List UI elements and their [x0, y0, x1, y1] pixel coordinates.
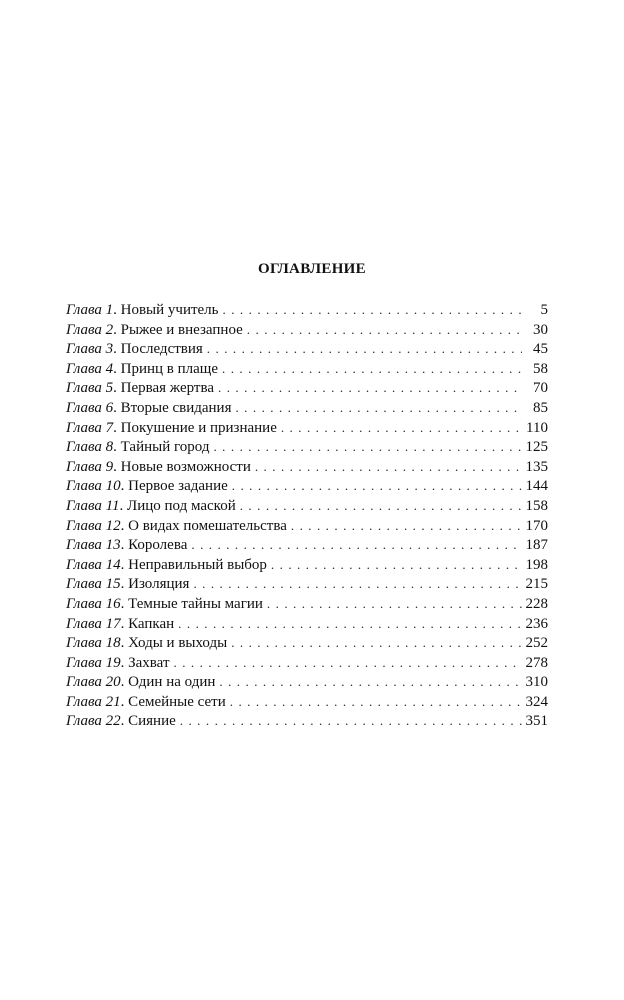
chapter-label-period: . — [113, 439, 121, 456]
chapter-label: Глава 9 — [66, 458, 114, 475]
dot-leader — [213, 437, 521, 457]
dot-leader — [255, 457, 522, 477]
chapter-label: Глава 22 — [66, 713, 121, 730]
toc-entry-text — [66, 419, 281, 439]
toc-entry-text — [66, 673, 219, 693]
toc-entry-text — [66, 575, 193, 595]
toc-entry — [66, 594, 548, 614]
chapter-label-period: . — [120, 713, 129, 730]
chapter-label: Глава 15 — [66, 576, 121, 593]
chapter-label: Глава 20 — [66, 674, 121, 691]
chapter-label: Глава 16 — [66, 595, 121, 612]
chapter-title: Семейные сети — [128, 693, 226, 710]
dot-leader — [281, 418, 522, 438]
page-number: 310 — [525, 674, 548, 691]
page-number: 198 — [525, 556, 548, 573]
chapter-title: Первая жертва — [120, 380, 215, 397]
page-number: 236 — [525, 615, 548, 632]
toc-entry — [66, 672, 548, 692]
dot-leader — [223, 300, 522, 320]
chapter-label-period: . — [113, 341, 121, 358]
dot-leader — [267, 594, 522, 614]
toc-entry — [66, 378, 548, 398]
page-number: 70 — [533, 380, 548, 397]
chapter-title: Захват — [128, 654, 170, 671]
chapter-label: Глава 19 — [66, 654, 121, 671]
chapter-label-period: . — [113, 360, 121, 377]
dot-leader — [231, 633, 521, 653]
toc-entry — [66, 614, 548, 634]
toc-entry-text — [66, 693, 230, 713]
page-number: 125 — [525, 439, 548, 456]
toc-entry-text — [66, 556, 271, 576]
chapter-label-period: . — [113, 380, 121, 397]
page-number: 187 — [525, 537, 548, 554]
chapter-label-period: . — [120, 556, 129, 573]
toc-entry-text — [66, 301, 223, 321]
toc-entry — [66, 555, 548, 575]
toc-entry — [66, 574, 548, 594]
chapter-title: Королева — [128, 537, 188, 554]
chapter-title: Капкан — [128, 615, 175, 632]
chapter-label-period: . — [120, 635, 129, 652]
toc-entry — [66, 496, 548, 516]
chapter-label: Глава 14 — [66, 556, 121, 573]
chapter-title: Новый учитель — [120, 302, 219, 318]
page-number: 110 — [526, 419, 548, 436]
chapter-label: Глава 3 — [66, 341, 114, 358]
chapter-label: Глава 11 — [66, 497, 120, 514]
toc-entry-text — [66, 615, 178, 635]
chapter-label: Глава 5 — [66, 380, 114, 397]
toc-entry — [66, 339, 548, 359]
dot-leader — [230, 692, 522, 712]
page-number: 351 — [525, 713, 548, 730]
chapter-label-period: . — [120, 654, 129, 671]
dot-leader — [207, 339, 522, 359]
toc-entry-text — [66, 654, 174, 674]
toc-entry — [66, 457, 548, 477]
chapter-title: Темные тайны магии — [128, 595, 263, 612]
toc-entry-text — [66, 438, 213, 458]
toc-entry — [66, 359, 548, 379]
dot-leader — [191, 535, 521, 555]
chapter-title: Новые возможности — [120, 458, 251, 475]
chapter-title: Ходы и выходы — [128, 635, 228, 652]
dot-leader — [178, 614, 521, 634]
dot-leader — [193, 574, 521, 594]
chapter-title: Принц в плаще — [120, 360, 219, 377]
toc-entry — [66, 437, 548, 457]
chapter-label: Глава 2 — [66, 321, 114, 338]
chapter-label: Глава 12 — [66, 517, 121, 534]
chapter-label-period: . — [120, 693, 129, 710]
chapter-label: Глава 8 — [66, 439, 114, 456]
chapter-label: Глава 7 — [66, 419, 114, 436]
chapter-label: Глава 1 — [66, 302, 114, 318]
page-number: 170 — [525, 517, 548, 534]
toc-entry-text — [66, 321, 247, 341]
page-number: 228 — [525, 595, 548, 612]
chapter-title: О видах помешательства — [128, 517, 287, 534]
chapter-title: Лицо под маской — [127, 497, 236, 514]
page-number: 58 — [533, 360, 548, 377]
chapter-label: Глава 6 — [66, 399, 114, 416]
toc-entry-text — [66, 477, 232, 497]
chapter-label-period: . — [120, 537, 129, 554]
chapter-label: Глава 18 — [66, 635, 121, 652]
chapter-label-period: . — [120, 674, 129, 691]
dot-leader — [174, 653, 522, 673]
toc-entry-text — [66, 497, 240, 517]
dot-leader — [291, 516, 522, 536]
chapter-label-period: . — [113, 458, 121, 475]
toc-entry — [66, 633, 548, 653]
toc-entry — [66, 535, 548, 555]
toc-entry — [66, 711, 548, 731]
toc-entry — [66, 300, 548, 320]
toc-entry — [66, 476, 548, 496]
chapter-label-period: . — [113, 419, 121, 436]
chapter-label-period: . — [120, 615, 129, 632]
page-number: 135 — [525, 458, 548, 475]
toc-entry-text — [66, 536, 191, 556]
toc-entry-text — [66, 360, 222, 380]
toc-entry — [66, 692, 548, 712]
toc-list — [66, 300, 548, 731]
chapter-label-period: . — [120, 517, 129, 534]
chapter-label: Глава 4 — [66, 360, 114, 377]
page-number: 85 — [533, 399, 548, 416]
toc-entry — [66, 653, 548, 673]
chapter-label-period: . — [113, 302, 121, 318]
dot-leader — [219, 672, 521, 692]
toc-entry-text — [66, 340, 207, 360]
chapter-title: Первое задание — [128, 478, 228, 495]
toc-entry-text — [66, 399, 235, 419]
chapter-label: Глава 21 — [66, 693, 121, 710]
dot-leader — [232, 476, 522, 496]
chapter-title: Тайный город — [120, 439, 210, 456]
toc-entry-text — [66, 458, 255, 478]
chapter-label: Глава 13 — [66, 537, 121, 554]
toc-entry — [66, 398, 548, 418]
dot-leader — [247, 320, 522, 340]
chapter-title: Изоляция — [128, 576, 190, 593]
chapter-title: Последствия — [120, 341, 203, 358]
dot-leader — [180, 711, 522, 731]
page-number: 158 — [525, 497, 548, 514]
toc-title: ОГЛАВЛЕНИЕ — [258, 261, 366, 277]
toc-entry-text — [66, 634, 231, 654]
dot-leader — [218, 378, 522, 398]
chapter-title: Покушение и признание — [120, 419, 277, 436]
toc-entry-text — [66, 379, 218, 399]
page-number: 324 — [525, 693, 548, 710]
chapter-label: Глава 17 — [66, 615, 121, 632]
toc-entry-text — [66, 595, 267, 615]
toc-entry — [66, 516, 548, 536]
toc-entry-text — [66, 517, 291, 537]
dot-leader — [271, 555, 522, 575]
chapter-title: Рыжее и внезапное — [120, 321, 243, 338]
page-number: 278 — [525, 654, 548, 671]
chapter-label: Глава 10 — [66, 478, 121, 495]
page-number: 144 — [525, 478, 548, 495]
chapter-label-period: . — [120, 576, 129, 593]
chapter-label-period: . — [113, 321, 121, 338]
dot-leader — [240, 496, 522, 516]
toc-entry-text — [66, 712, 180, 732]
toc-entry — [66, 320, 548, 340]
page-number: 45 — [533, 341, 548, 358]
chapter-title: Один на один — [128, 674, 216, 691]
page-number: 215 — [525, 576, 548, 593]
page-number: 252 — [525, 635, 548, 652]
page-number: 30 — [533, 321, 548, 338]
chapter-label-period: . — [119, 497, 128, 514]
page-number: 5 — [540, 302, 548, 318]
chapter-title: Вторые свидания — [120, 399, 232, 416]
chapter-title: Неправильный выбор — [128, 556, 267, 573]
chapter-label-period: . — [120, 478, 129, 495]
chapter-title: Сияние — [128, 713, 176, 730]
chapter-label-period: . — [113, 399, 121, 416]
chapter-label-period: . — [120, 595, 129, 612]
dot-leader — [235, 398, 522, 418]
toc-entry — [66, 418, 548, 438]
dot-leader — [222, 359, 522, 379]
